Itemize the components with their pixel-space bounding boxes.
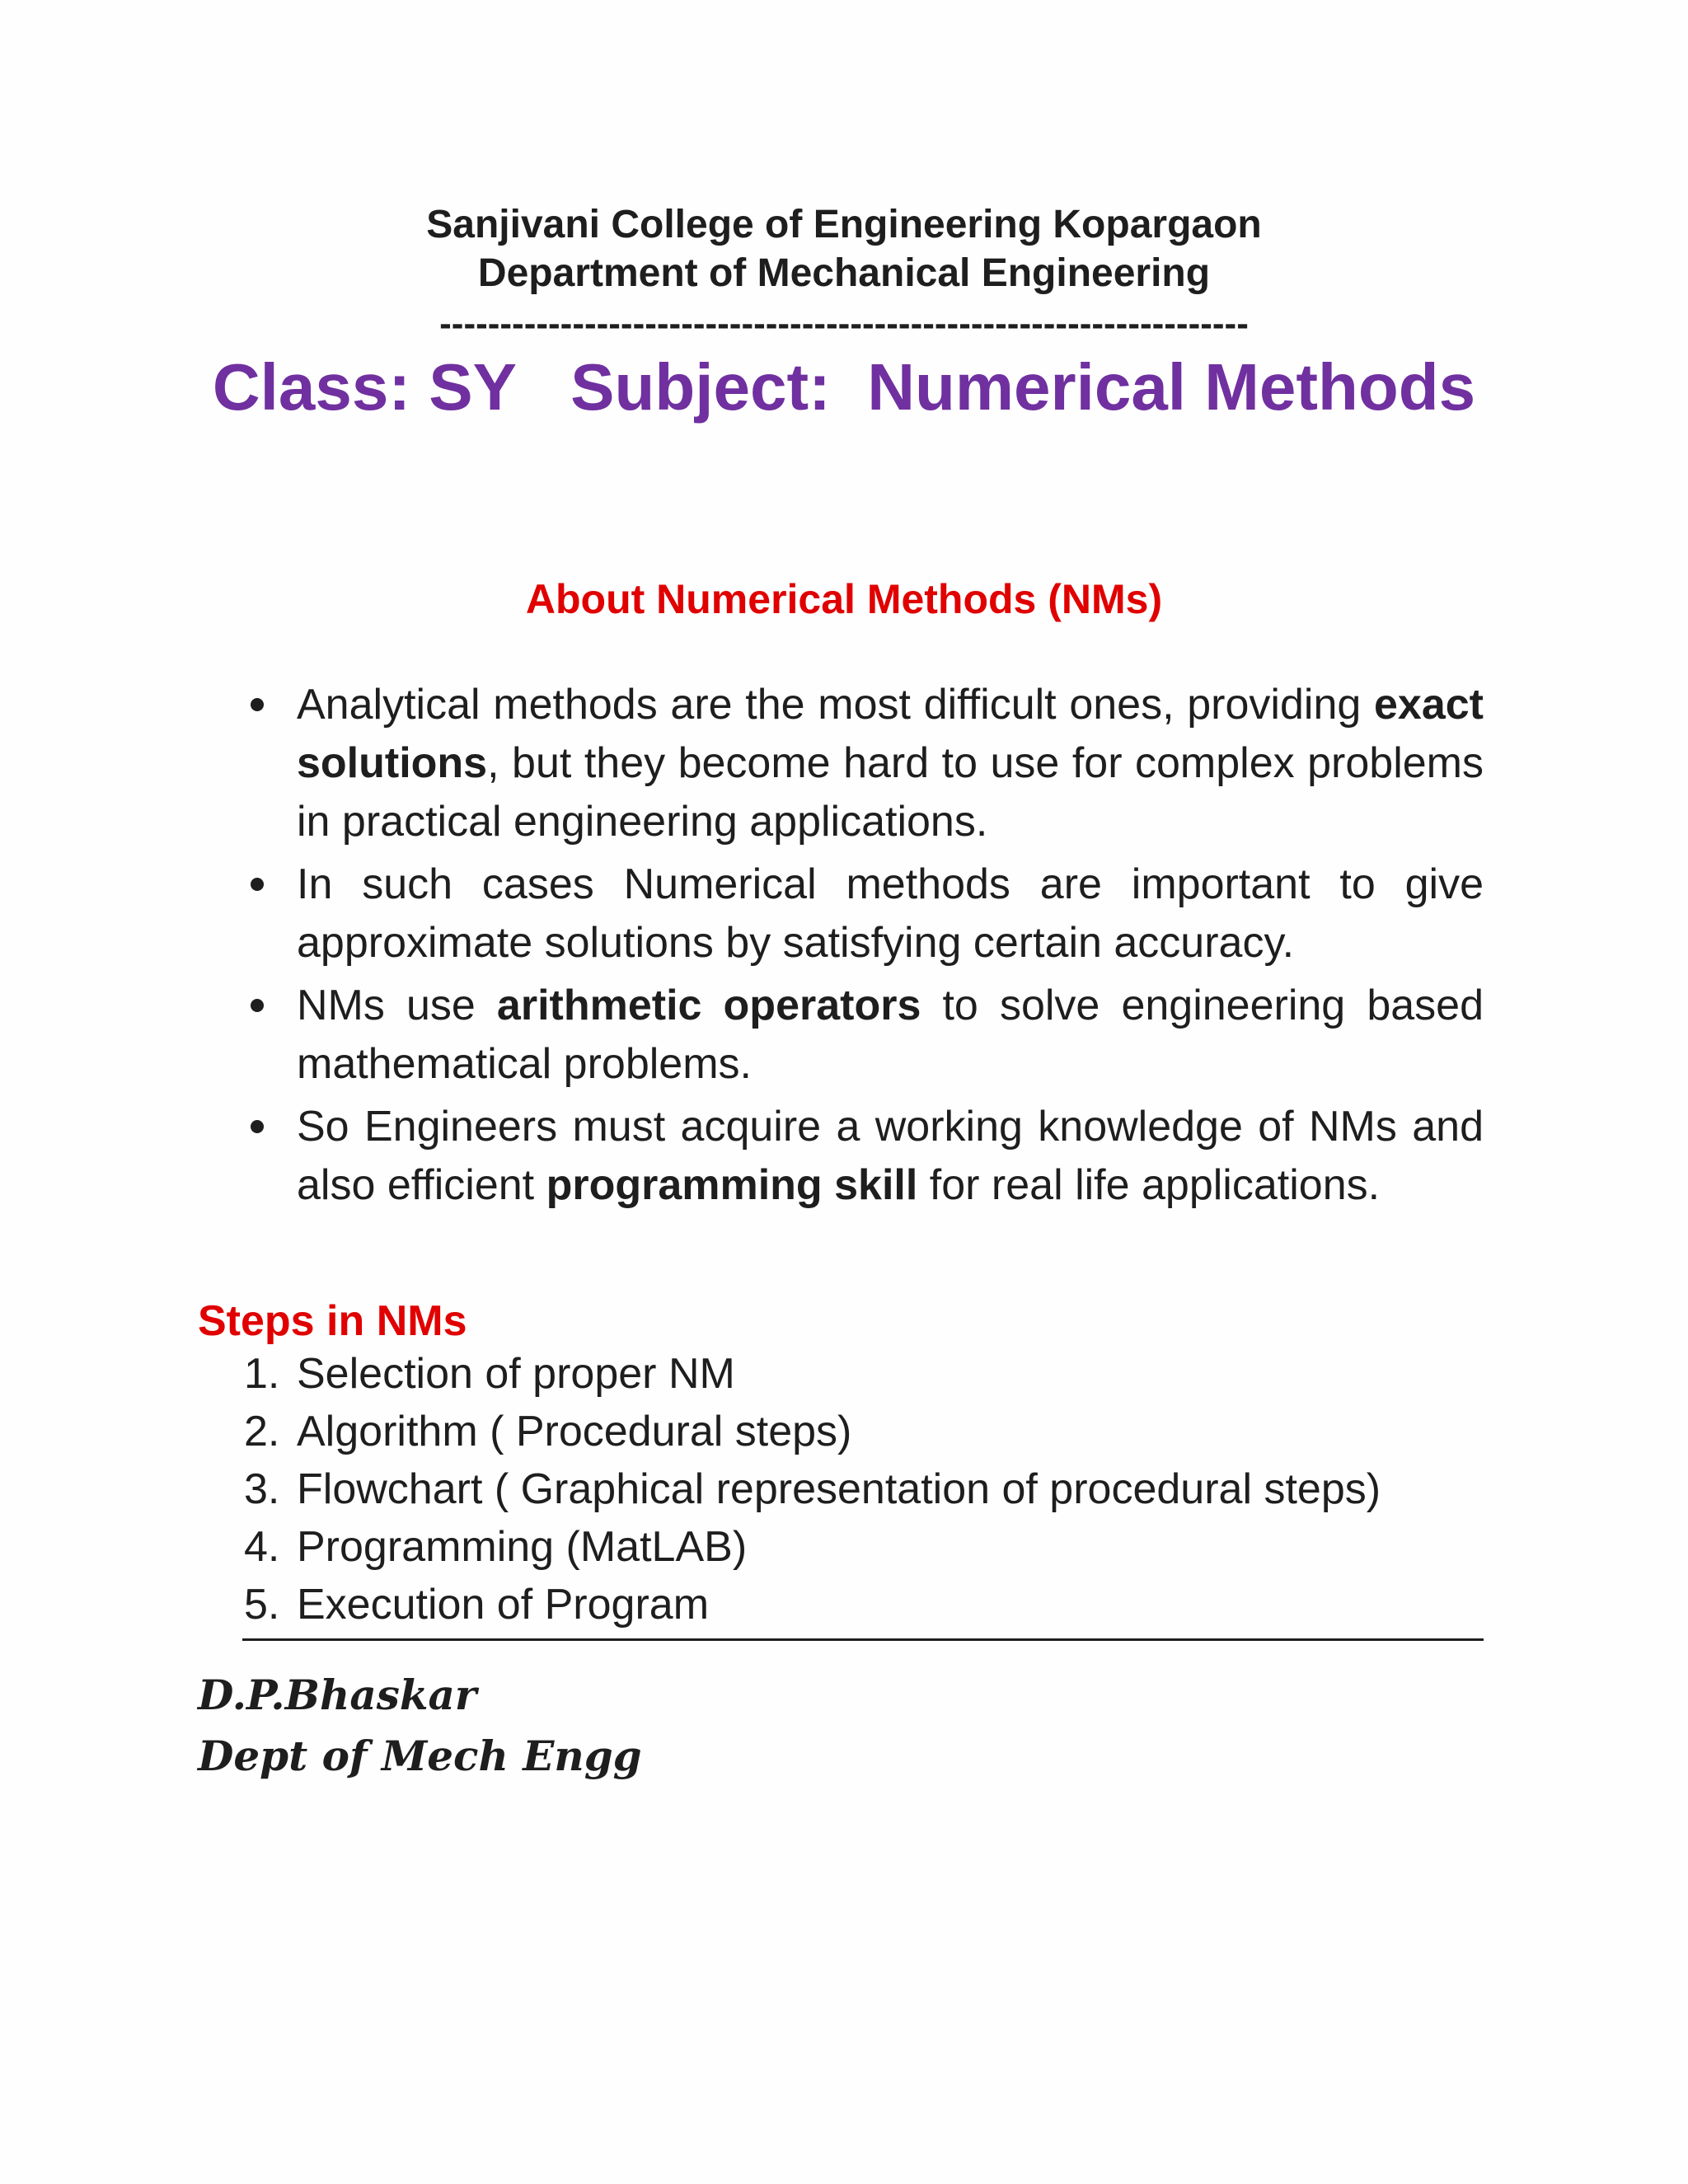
step-number: 5. xyxy=(244,1581,280,1629)
department-name: Department of Mechanical Engineering xyxy=(477,251,1211,295)
bullet-item xyxy=(247,676,1484,851)
signature-name: D.P.Bhaskar xyxy=(198,1671,477,1719)
horizontal-rule xyxy=(242,1638,1484,1641)
step-text: Selection of proper NM xyxy=(297,1350,735,1398)
step-number: 2. xyxy=(244,1408,280,1455)
bullet-text-before: So Engineers must acquire a working knowledge of NMs and also efficient xyxy=(297,1103,1484,1209)
bullet-bold-text: exact solutions xyxy=(297,681,1484,787)
separator-dashes: ------------------------------------------------------------------- xyxy=(439,303,1249,344)
bullet-bold-text: programming skill xyxy=(546,1161,918,1209)
bullet-text-before: Analytical methods are the most difficult ones, providing xyxy=(297,681,1374,729)
bullet-item xyxy=(247,855,1484,972)
about-bullet-list xyxy=(247,676,1484,1219)
bullet-text-after: , but they become hard to use for complex problems in practical engineering applications. xyxy=(297,739,1484,846)
step-item xyxy=(244,1403,1381,1460)
steps-list xyxy=(244,1345,1381,1633)
bullet-text-before: NMs use xyxy=(297,982,497,1029)
step-text: Programming (MatLAB) xyxy=(297,1523,748,1571)
bullet-text-after: to solve engineering based mathematical problems. xyxy=(297,982,1484,1088)
step-text: Algorithm ( Procedural steps) xyxy=(297,1408,852,1455)
step-text: Flowchart ( Graphical representation of procedural steps) xyxy=(297,1465,1381,1513)
signature-dept: Dept of Mech Engg xyxy=(198,1732,642,1780)
bullet-dot-icon xyxy=(251,698,264,711)
step-item xyxy=(244,1460,1381,1518)
bullet-bold-text: arithmetic operators xyxy=(496,982,921,1029)
bullet-dot-icon xyxy=(251,878,264,891)
class-subject-title: Class: SY Subject: Numerical Methods xyxy=(212,350,1476,424)
step-number: 3. xyxy=(244,1465,280,1513)
bullet-dot-icon xyxy=(251,1120,264,1133)
bullet-text-after: for real life applications. xyxy=(917,1161,1381,1209)
about-heading: About Numerical Methods (NMs) xyxy=(525,576,1163,622)
step-text: Execution of Program xyxy=(297,1581,710,1629)
step-item xyxy=(244,1518,1381,1576)
step-number: 4. xyxy=(244,1523,280,1571)
steps-heading: Steps in NMs xyxy=(198,1297,467,1345)
step-item xyxy=(244,1345,1381,1403)
step-item xyxy=(244,1576,1381,1633)
bullet-dot-icon xyxy=(251,999,264,1012)
bullet-text-before: In such cases Numerical methods are important to give approximate solutions by satisfying certain accuracy. xyxy=(297,860,1484,967)
bullet-item xyxy=(247,977,1484,1094)
step-number: 1. xyxy=(244,1350,280,1398)
college-name: Sanjivani College of Engineering Kopargaon xyxy=(426,203,1262,246)
bullet-item xyxy=(247,1098,1484,1215)
